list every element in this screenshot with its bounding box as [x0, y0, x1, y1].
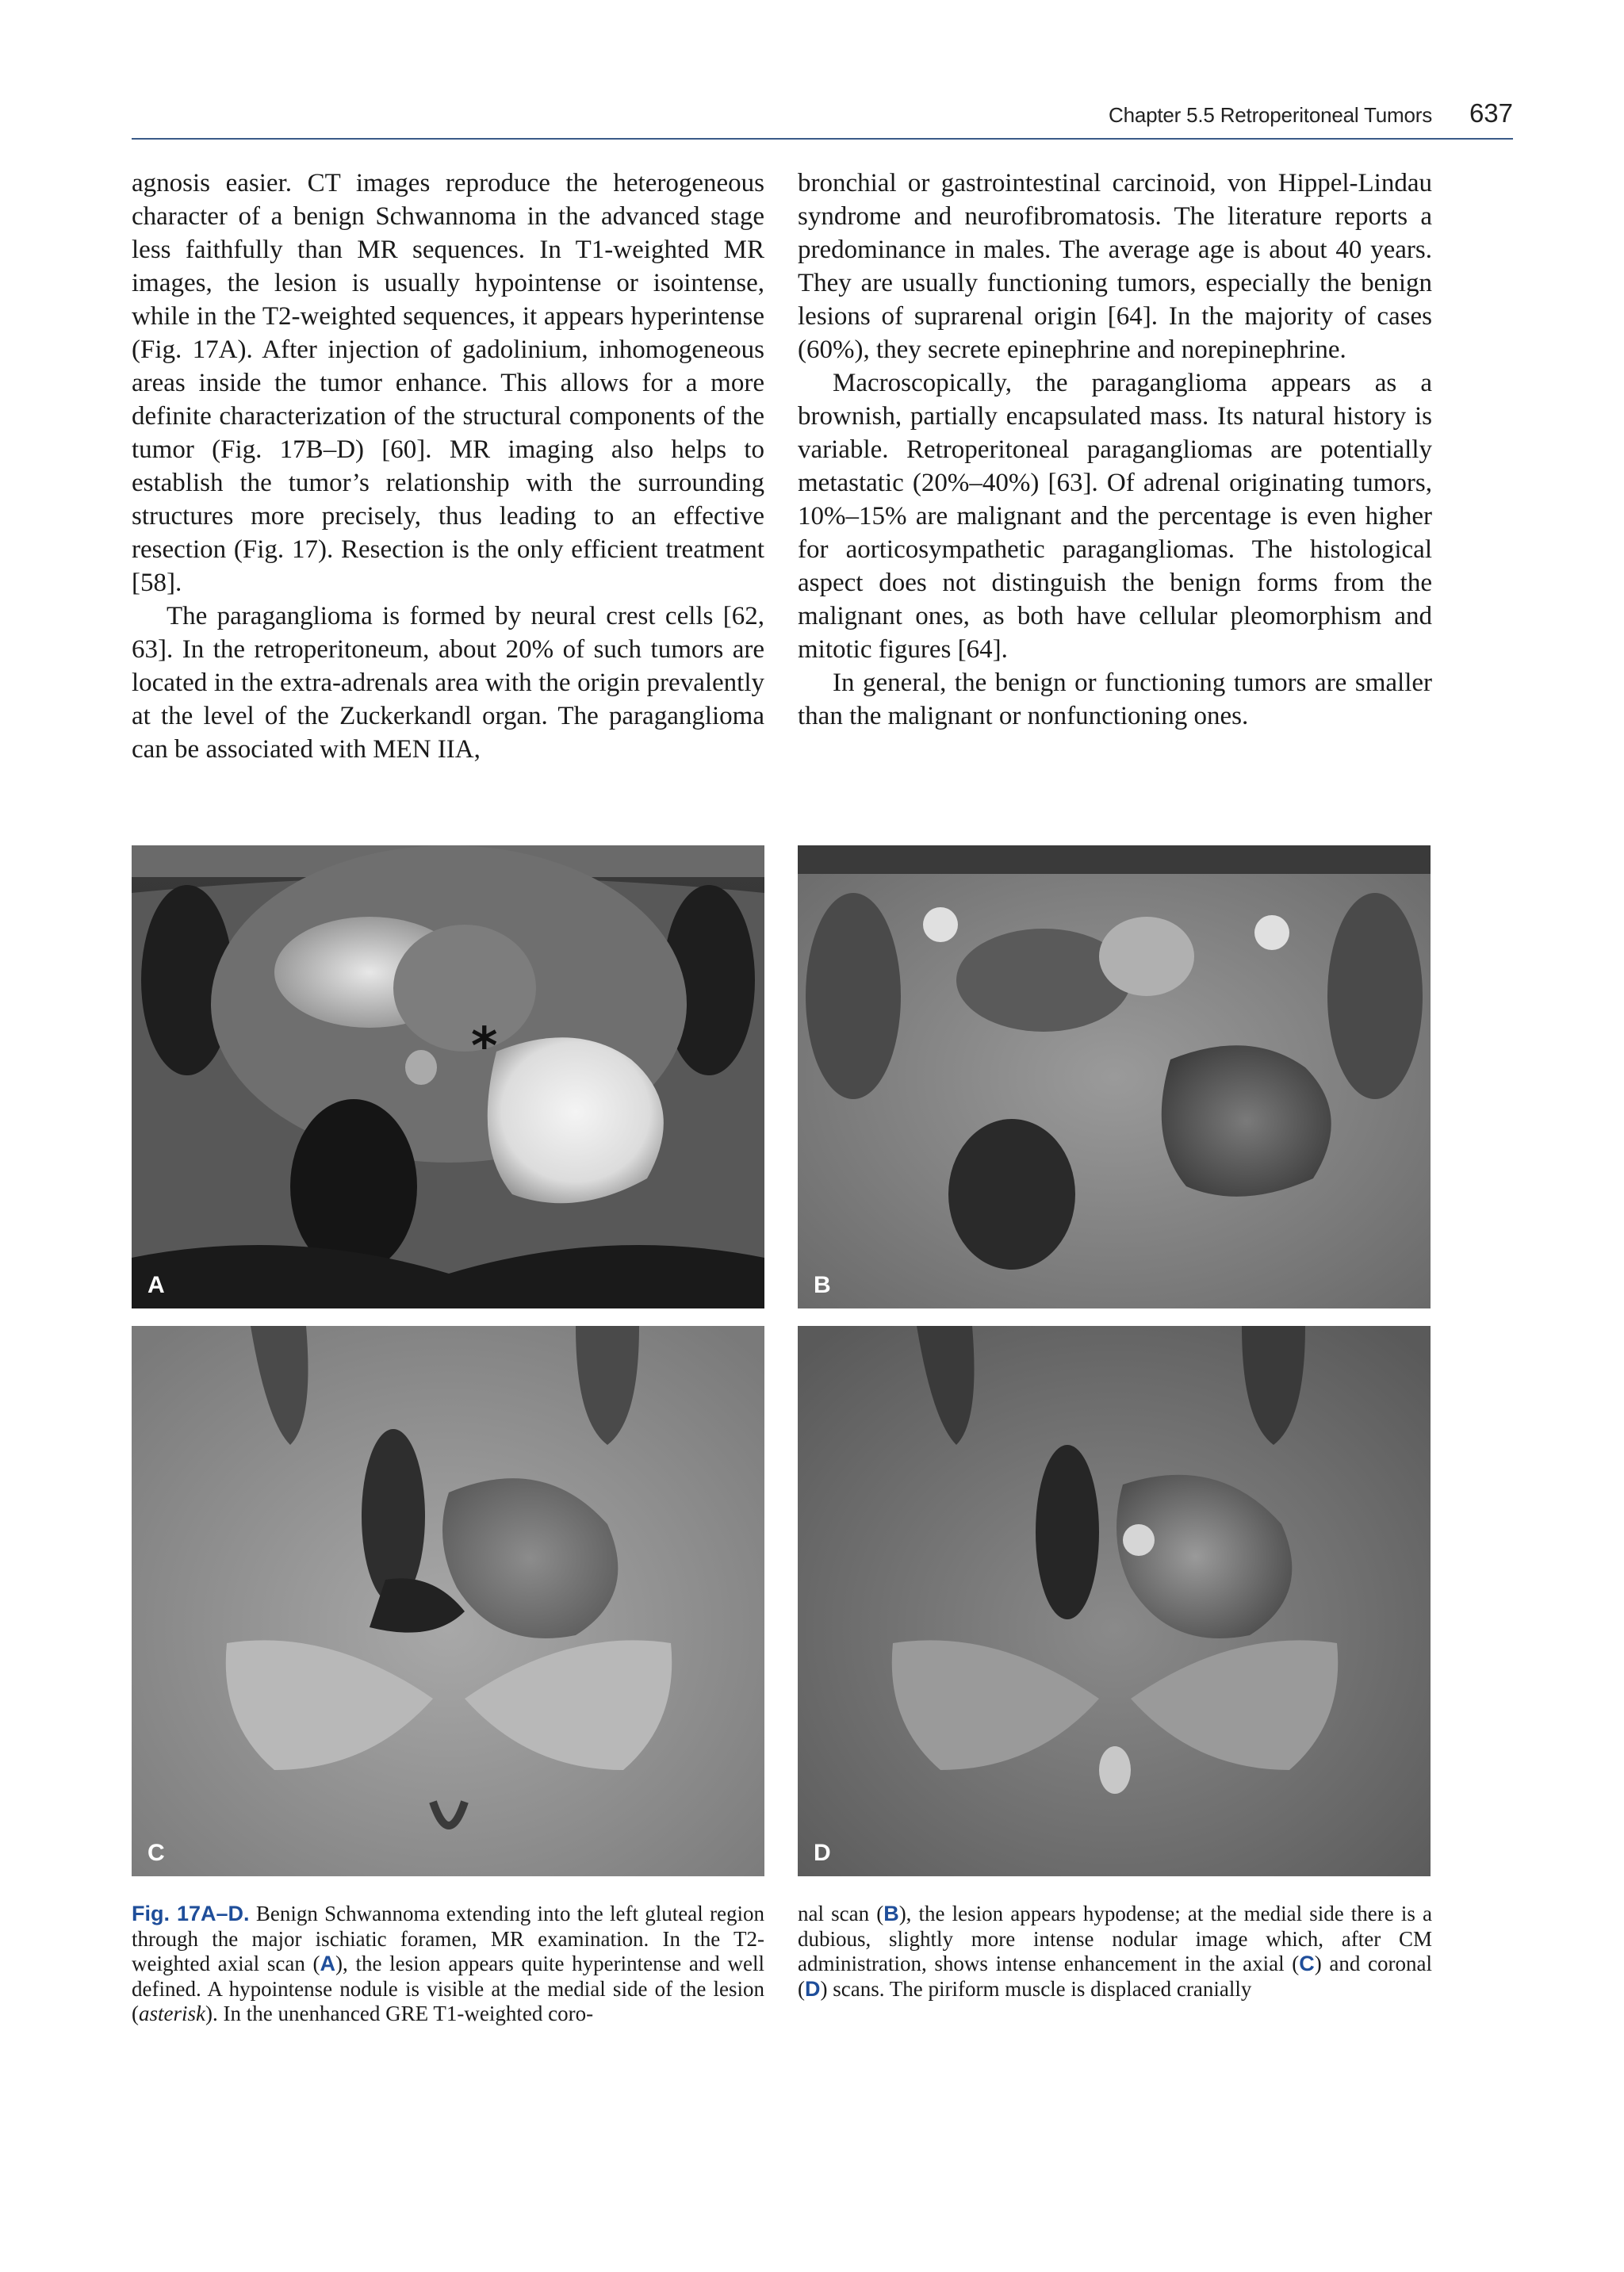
caption-ref-a: A: [320, 1952, 336, 1975]
mri-coronal-contrast-image: [798, 1326, 1431, 1876]
paragraph-paraganglioma-macroscopy: Macroscopically, the paraganglioma appears as a brownish, partially encapsulated mass. Its natural history is variable. Retroperitoneal paragangliomas are potentially metastatic (20%–40%) [63]. Of adrenal originating tumors, 10%–15% are malignant and the percentage is even higher for aorticosympathetic paragangliomas. The histological aspect does not distinguish the benign forms from the malignant ones, as both have cellular pleomorphism and mitotic figures [64].: [798, 369, 1432, 664]
figure-label: Fig. 17A–D.: [132, 1902, 250, 1925]
caption-ref-b: B: [883, 1902, 899, 1925]
mri-axial-t2-image: [132, 845, 764, 1308]
panel-label-d: D: [814, 1840, 831, 1866]
caption-text: ) scans. The piriform muscle is displaced cranially: [820, 1976, 1252, 2001]
figure-panel-d: [798, 1326, 1431, 1876]
running-title: Chapter 5.5 Retroperitoneal Tumors: [1109, 103, 1432, 127]
paragraph-tumor-size: In general, the benign or functioning tumors are smaller than the malignant or nonfunctioning ones.: [798, 669, 1432, 730]
figure-panel-c: [132, 1326, 764, 1876]
figure-panel-b: [798, 845, 1431, 1308]
caption-text: Benign Schwannoma extending into the left gluteal region through the major ischiatic foramen, MR examination. In the T2-weighted axial scan (: [132, 1902, 764, 1975]
page-number: 637: [1469, 98, 1513, 128]
figure-panel-a: [132, 845, 764, 1308]
caption-text: ), the lesion appears quite hyperintense and well defined. A hypointense nodule is visible at the medial side of the lesion (: [132, 1952, 764, 2025]
panel-label-a: A: [147, 1272, 165, 1298]
caption-ref-c: C: [1299, 1952, 1315, 1975]
mri-axial-contrast-image: [132, 1326, 764, 1876]
figure-caption-left: [132, 1902, 764, 2027]
panel-label-b: B: [814, 1272, 831, 1298]
paragraph-paraganglioma-associations: bronchial or gastrointestinal carcinoid, von Hippel-Lindau syndrome and neurofibromatosis. The literature reports a predominance in males. The average age is about 40 years. They are usually functioning tumors, especially the benign lesions of suprarenal origin [64]. In the majority of cases (60%), they secrete epinephrine and norepinephrine.: [798, 169, 1432, 364]
panel-label-c: C: [147, 1840, 165, 1866]
caption-text: ) and coronal (: [798, 1952, 1432, 2001]
caption-asterisk-word: asterisk: [139, 2002, 205, 2025]
figure-caption-right: [798, 1902, 1432, 2002]
asterisk-marker: *: [471, 1017, 498, 1076]
caption-ref-d: D: [805, 1976, 821, 2001]
caption-text: ), the lesion appears hypodense; at the medial side there is a dubious, slightly more intense nodular image which, after CM administration, shows intense enhancement in the axial (: [798, 1902, 1432, 1975]
mri-axial-t1-image: [798, 845, 1431, 1308]
caption-text: nal scan (: [798, 1902, 884, 1925]
running-header: [132, 94, 1513, 140]
text-column-right: [798, 167, 1432, 733]
paragraph-paraganglioma-origin: The paraganglioma is formed by neural crest cells [62, 63]. In the retroperitoneum, about 20% of such tumors are located in the extra-adrenals area with the origin prevalently at the level of the Zuckerkandl organ. The paraganglioma can be associated with MEN IIA,: [132, 602, 764, 764]
paragraph-schwannoma-imaging: agnosis easier. CT images reproduce the heterogeneous character of a benign Schwannoma in the advanced stage less faithfully than MR sequences. In T1-weighted MR images, the lesion is usually hypointense or isointense, while in the T2-weighted sequences, it appears hyperintense (Fig. 17A). After injection of gadolinium, inhomogeneous areas inside the tumor enhance. This allows for a more definite characterization of the structural components of the tumor (Fig. 17B–D) [60]. MR imaging also helps to establish the tumor’s relationship with the surrounding structures more precisely, thus leading to an effective resection (Fig. 17). Resection is the only efficient treatment [58].: [132, 169, 764, 597]
text-column-left: [132, 167, 764, 766]
caption-text: ). In the unenhanced GRE T1-weighted coro-: [205, 2002, 594, 2025]
